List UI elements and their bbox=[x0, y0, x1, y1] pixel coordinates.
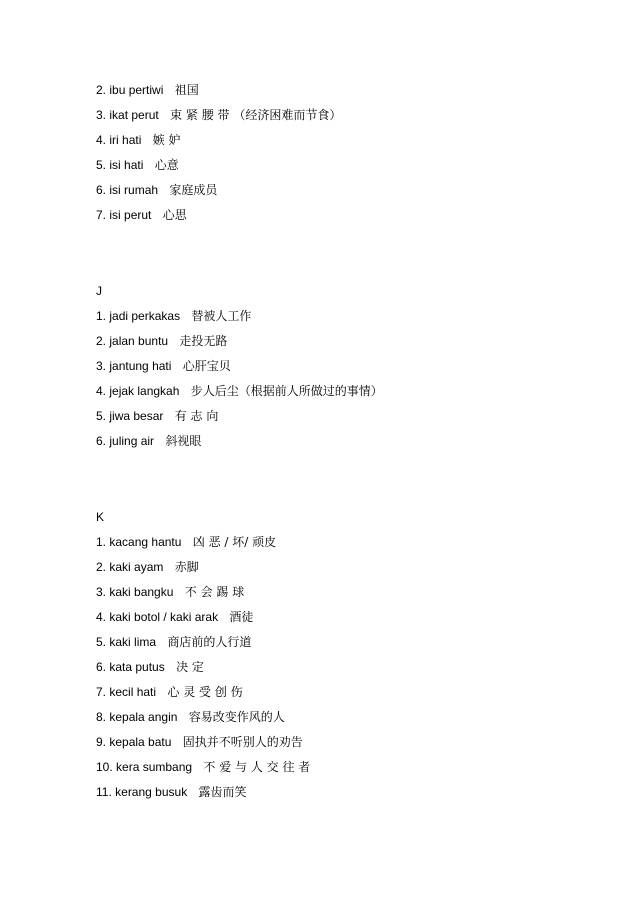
chinese-gloss: 步人后尘（根据前人所做过的事情） bbox=[190, 384, 383, 398]
chinese-gloss: 不 会 踢 球 bbox=[184, 585, 245, 599]
malay-term: kaki botol / kaki arak bbox=[109, 610, 219, 624]
chinese-gloss: 祖国 bbox=[174, 83, 199, 97]
chinese-gloss: 赤脚 bbox=[174, 560, 199, 574]
chinese-gloss: 家庭成员 bbox=[169, 183, 218, 197]
malay-term: kepala angin bbox=[109, 710, 178, 724]
list-item bbox=[96, 609, 253, 625]
chinese-gloss: 心思 bbox=[162, 208, 187, 222]
chinese-gloss: 露齿而笑 bbox=[198, 785, 247, 799]
entry-number: 6. bbox=[96, 660, 107, 674]
entry-number: 3. bbox=[96, 108, 107, 122]
chinese-gloss: 心 灵 受 创 伤 bbox=[167, 685, 243, 699]
list-item bbox=[96, 734, 303, 750]
entry-number: 8. bbox=[96, 710, 107, 724]
malay-term: kerang busuk bbox=[115, 785, 188, 799]
list-item bbox=[96, 107, 341, 123]
list-item bbox=[96, 408, 218, 424]
malay-term: jadi perkakas bbox=[109, 309, 181, 323]
entry-number: 4. bbox=[96, 133, 107, 147]
malay-term: jiwa besar bbox=[109, 409, 164, 423]
list-item bbox=[96, 584, 244, 600]
chinese-gloss: 斜视眼 bbox=[165, 434, 202, 448]
malay-term: isi rumah bbox=[109, 183, 159, 197]
list-item bbox=[96, 333, 227, 349]
malay-term: iri hati bbox=[109, 133, 142, 147]
malay-term: kacang hantu bbox=[109, 535, 182, 549]
list-item bbox=[96, 709, 285, 725]
list-item bbox=[96, 759, 310, 775]
entry-number: 7. bbox=[96, 208, 107, 222]
list-item bbox=[96, 634, 251, 650]
list-item bbox=[96, 207, 187, 223]
entry-number: 9. bbox=[96, 735, 107, 749]
chinese-gloss: 凶 恶 / 坏/ 顽皮 bbox=[192, 535, 277, 549]
malay-term: kepala batu bbox=[109, 735, 172, 749]
entry-number: 7. bbox=[96, 685, 107, 699]
entry-number: 5. bbox=[96, 409, 107, 423]
list-item bbox=[96, 308, 251, 324]
list-item bbox=[96, 559, 199, 575]
chinese-gloss: 酒徒 bbox=[229, 610, 254, 624]
chinese-gloss: 容易改变作风的人 bbox=[188, 710, 285, 724]
entry-number: 5. bbox=[96, 158, 107, 172]
chinese-gloss: 走投无路 bbox=[179, 334, 228, 348]
list-item bbox=[96, 182, 217, 198]
entry-number: 6. bbox=[96, 183, 107, 197]
list-item bbox=[96, 784, 247, 800]
entry-number: 3. bbox=[96, 585, 107, 599]
malay-term: jejak langkah bbox=[109, 384, 180, 398]
chinese-gloss: 固执并不听别人的劝告 bbox=[182, 735, 303, 749]
entry-number: 1. bbox=[96, 535, 107, 549]
chinese-gloss: 商店前的人行道 bbox=[167, 635, 252, 649]
list-item bbox=[96, 659, 204, 675]
chinese-gloss: 束 紧 腰 带 （经济困难而节食） bbox=[170, 108, 342, 122]
entry-number: 4. bbox=[96, 384, 107, 398]
malay-term: isi perut bbox=[109, 208, 152, 222]
malay-term: jantung hati bbox=[109, 359, 172, 373]
chinese-gloss: 决 定 bbox=[176, 660, 204, 674]
chinese-gloss: 替被人工作 bbox=[191, 309, 252, 323]
entry-number: 2. bbox=[96, 560, 107, 574]
list-item bbox=[96, 157, 179, 173]
malay-term: kata putus bbox=[109, 660, 165, 674]
entry-number: 2. bbox=[96, 83, 107, 97]
list-item bbox=[96, 132, 181, 148]
chinese-gloss: 心肝宝贝 bbox=[182, 359, 231, 373]
malay-term: kaki ayam bbox=[109, 560, 164, 574]
chinese-gloss: 心意 bbox=[154, 158, 179, 172]
malay-term: jalan buntu bbox=[109, 334, 169, 348]
malay-term: juling air bbox=[109, 434, 155, 448]
malay-term: ibu pertiwi bbox=[109, 83, 164, 97]
list-item bbox=[96, 433, 201, 449]
entry-number: 3. bbox=[96, 359, 107, 373]
list-item bbox=[96, 534, 276, 550]
list-item bbox=[96, 82, 199, 98]
chinese-gloss: 不 爱 与 人 交 往 者 bbox=[203, 760, 311, 774]
malay-term: kera sumbang bbox=[116, 760, 193, 774]
entry-number: 1. bbox=[96, 309, 107, 323]
malay-term: kecil hati bbox=[109, 685, 157, 699]
malay-term: isi hati bbox=[109, 158, 144, 172]
chinese-gloss: 有 志 向 bbox=[174, 409, 219, 423]
list-item bbox=[96, 383, 383, 399]
list-item bbox=[96, 358, 231, 374]
malay-term: kaki bangku bbox=[109, 585, 174, 599]
section-heading-k: K bbox=[96, 510, 105, 524]
malay-term: kaki lima bbox=[109, 635, 157, 649]
entry-number: 6. bbox=[96, 434, 107, 448]
section-heading-j: J bbox=[96, 284, 102, 298]
entry-number: 2. bbox=[96, 334, 107, 348]
entry-number: 10. bbox=[96, 760, 113, 774]
entry-number: 5. bbox=[96, 635, 107, 649]
chinese-gloss: 嫉 妒 bbox=[152, 133, 181, 147]
entry-number: 4. bbox=[96, 610, 107, 624]
list-item bbox=[96, 684, 243, 700]
malay-term: ikat perut bbox=[109, 108, 159, 122]
entry-number: 11. bbox=[96, 785, 112, 799]
